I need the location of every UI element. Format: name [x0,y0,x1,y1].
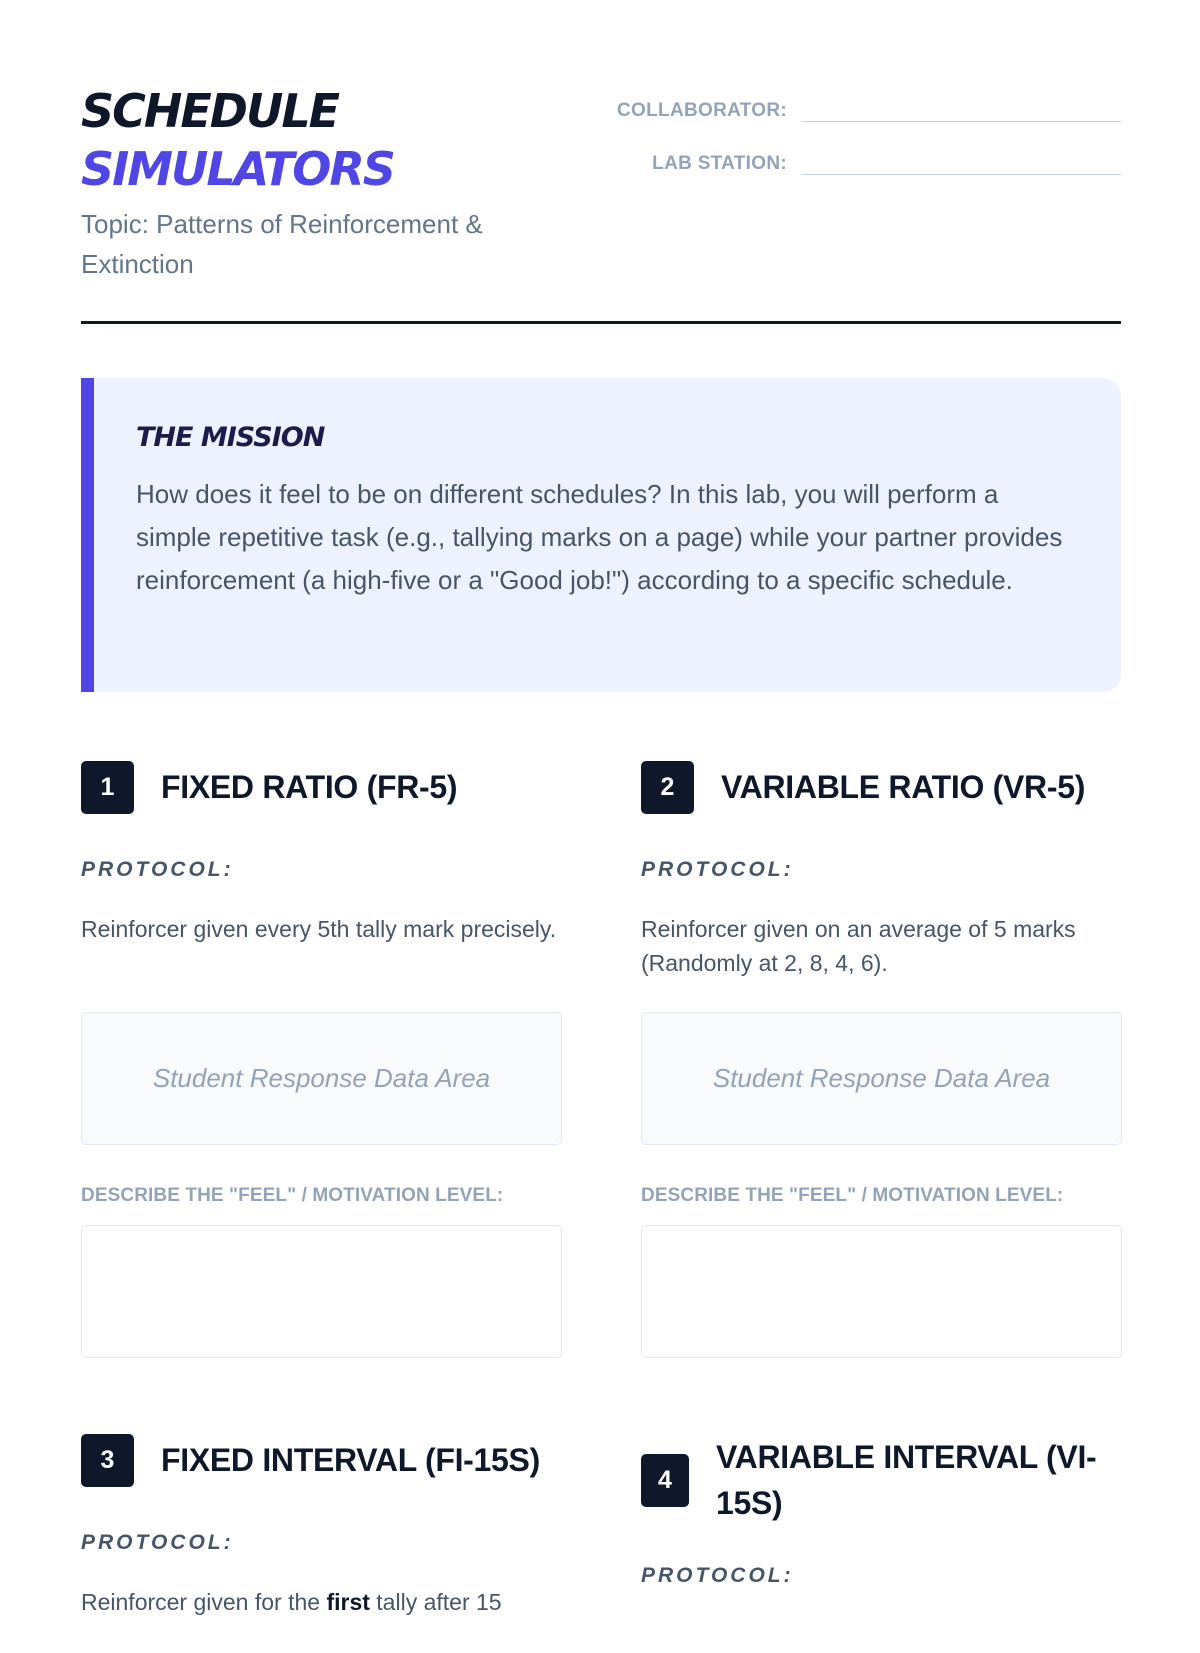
protocol-label: PROTOCOL: [81,1531,234,1554]
card-number-badge: 1 [81,761,134,814]
feel-response-box[interactable] [81,1225,562,1358]
protocol-text-end: tally after 15 [369,1589,502,1615]
feel-label: DESCRIBE THE "FEEL" / MOTIVATION LEVEL: [81,1185,504,1206]
student-response-data-area[interactable]: Student Response Data Area [81,1012,562,1145]
meta-fields [581,88,1121,194]
title-line-1: SCHEDULE [81,84,339,138]
schedule-card-fixed-ratio [81,760,562,1358]
protocol-text: Reinforcer given on an average of 5 marks (Randomly at 2, 8, 4, 6). [641,916,1076,976]
student-response-data-area[interactable]: Student Response Data Area [641,1012,1122,1145]
mission-box [81,378,1121,692]
schedule-card-variable-interval [641,1432,1122,1588]
protocol-text [81,1585,562,1653]
mission-title: THE MISSION [136,422,325,453]
card-header [641,760,1122,814]
feel-label: DESCRIBE THE "FEEL" / MOTIVATION LEVEL: [641,1185,1064,1206]
card-title: VARIABLE INTERVAL (VI-15S) [716,1439,1097,1521]
feel-response-box[interactable] [641,1225,1122,1358]
protocol-emphasis: first [326,1589,370,1615]
topic-subtitle: Topic: Patterns of Reinforcement & Extinction [81,209,483,279]
worksheet-header [81,82,1121,324]
worksheet-title [81,82,394,198]
title-line-2: SIMULATORS [81,142,394,196]
lab-station-field[interactable] [801,145,1121,175]
protocol-label: PROTOCOL: [641,1564,794,1587]
lab-station-row [581,141,1121,175]
collaborator-row [581,88,1121,122]
card-number-badge: 3 [81,1434,134,1487]
schedule-card-fixed-interval [81,1433,562,1653]
protocol-text-start: Reinforcer given for the [81,1589,327,1615]
card-header [641,1432,1122,1528]
card-number-badge: 2 [641,761,694,814]
card-header [81,1433,562,1487]
card-header [81,760,562,814]
card-title: VARIABLE RATIO (VR-5) [721,769,1086,805]
protocol-label: PROTOCOL: [81,858,234,881]
collaborator-label: COLLABORATOR: [617,100,787,121]
schedule-card-variable-ratio [641,760,1122,1358]
lab-station-label: LAB STATION: [652,153,787,174]
collaborator-field[interactable] [801,92,1121,122]
protocol-text: Reinforcer given every 5th tally mark precisely. [81,916,557,942]
card-title: FIXED INTERVAL (FI-15S) [161,1442,540,1478]
protocol-label: PROTOCOL: [641,858,794,881]
card-title: FIXED RATIO (FR-5) [161,769,458,805]
card-number-badge: 4 [641,1454,689,1507]
mission-text: How does it feel to be on different schedules? In this lab, you will perform a simple repetitive task (e.g., tallying marks on a page) while your partner provides reinforcement (a high-five or a "Good job!") according to a specific schedule. [136,479,1063,595]
